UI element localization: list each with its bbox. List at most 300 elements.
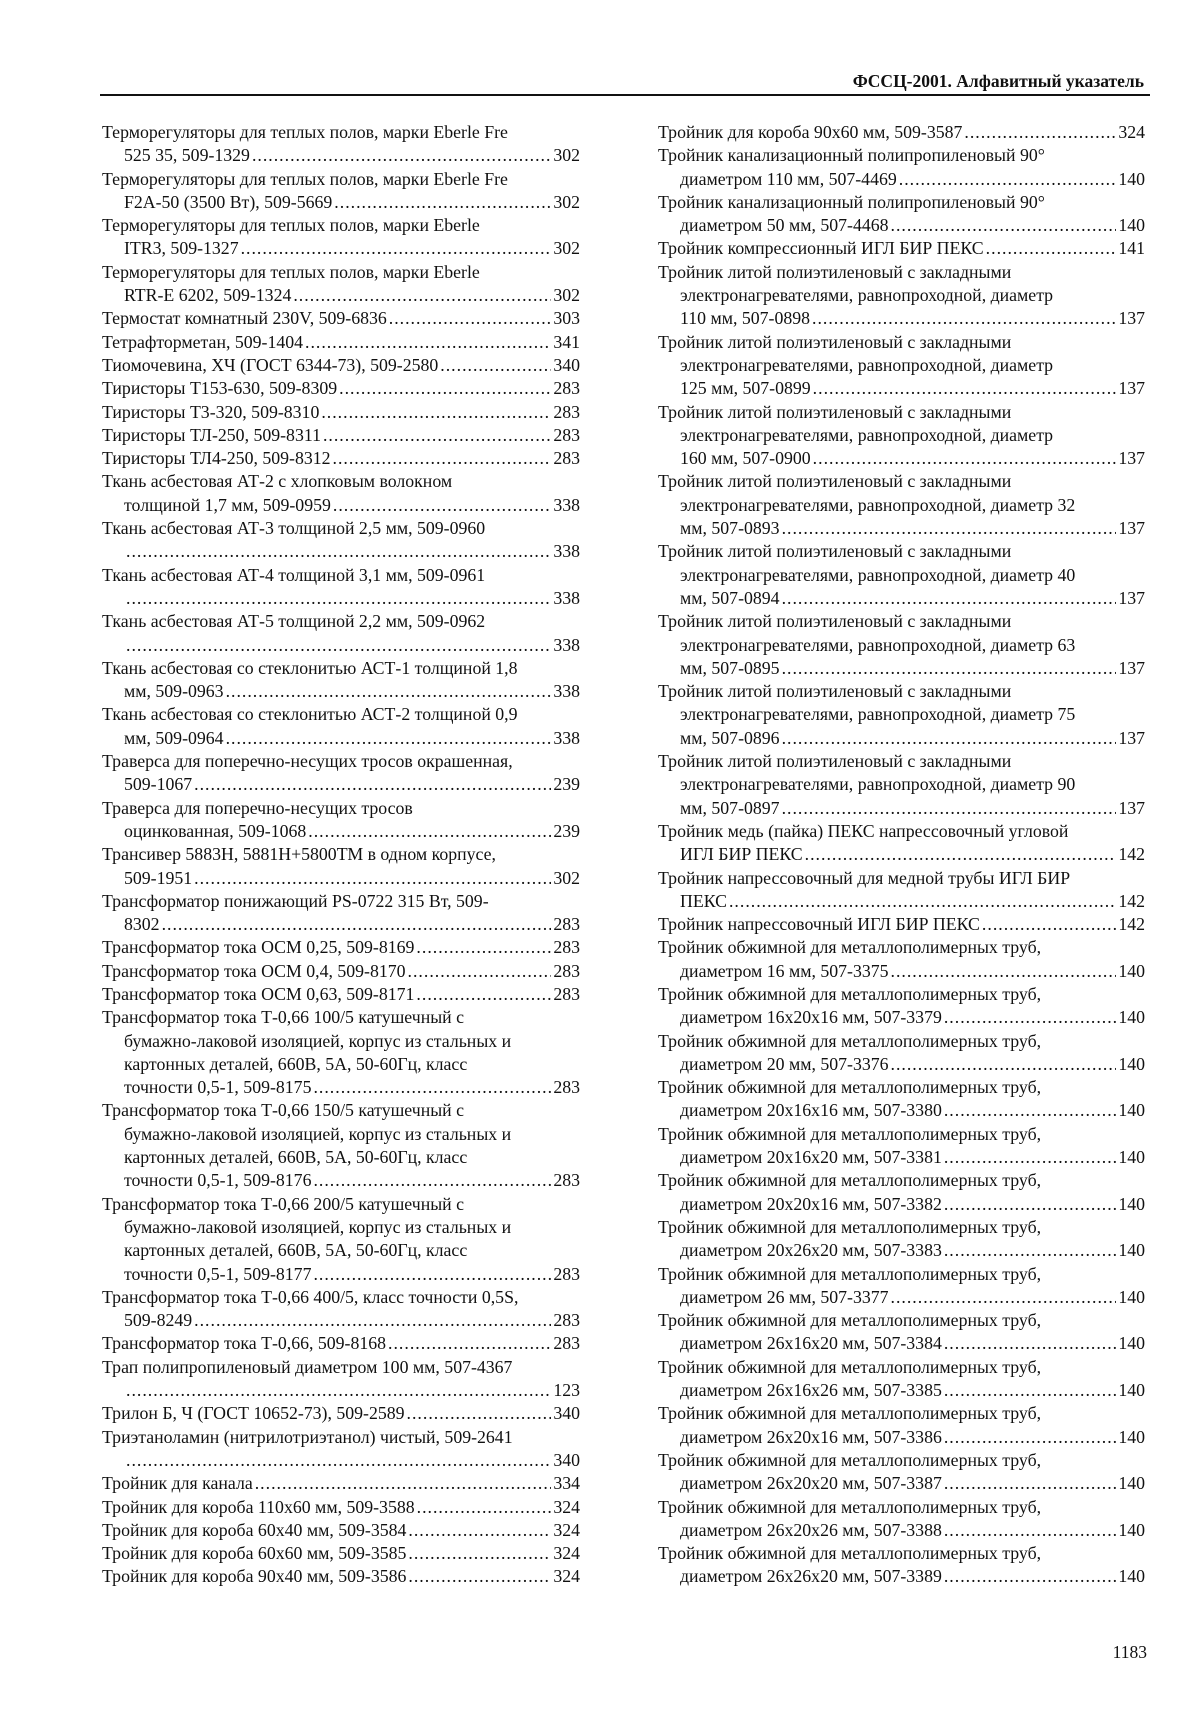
index-entry [658, 1356, 1145, 1403]
entry-leader-line [658, 121, 1145, 144]
entry-page-ref: 340 [553, 1403, 580, 1424]
entry-text-line: бумажно-лаковой изоляцией, корпус из стальных и [124, 1123, 512, 1144]
dot-leader [408, 1542, 551, 1565]
dot-leader [782, 727, 1117, 750]
dot-leader [334, 191, 551, 214]
dot-leader [313, 1076, 551, 1099]
dot-leader [944, 1099, 1116, 1122]
dot-leader [813, 377, 1117, 400]
entry-text-line: F2A-50 (3500 Вт), 509-5669 [124, 191, 333, 212]
dot-leader [162, 913, 552, 936]
index-entry [102, 470, 580, 517]
dot-leader [944, 1379, 1116, 1402]
entry-leader-line [102, 1076, 580, 1099]
index-entry [658, 261, 1145, 331]
entry-leader-line [102, 237, 580, 260]
dot-leader [194, 1309, 551, 1332]
entry-page-ref: 283 [553, 378, 580, 399]
entry-text-line: диаметром 110 мм, 507-4469 [680, 168, 897, 189]
entry-page-ref: 324 [553, 1496, 580, 1517]
entry-text-line: Тройник медь (пайка) ПЕКС напрессовочный угловой [658, 820, 1069, 841]
dot-leader [408, 960, 552, 983]
entry-leader-line [658, 843, 1145, 866]
entry-text-line: Трансформатор тока Т-0,66 100/5 катушечный с [102, 1007, 465, 1028]
dot-leader [323, 424, 551, 447]
entry-leader-line [102, 1542, 580, 1565]
entry-text-line: диаметром 20х16х20 мм, 507-3381 [680, 1147, 942, 1168]
dot-leader [944, 1426, 1116, 1449]
index-entry [658, 121, 1145, 144]
entry-text-line: электронагревателями, равнопроходной, диаметр 63 [680, 634, 1076, 655]
dot-leader [982, 913, 1116, 936]
dot-leader [126, 634, 551, 657]
entry-page-ref: 142 [1118, 914, 1145, 935]
index-entry [102, 657, 580, 704]
entry-text-line: картонных деталей, 660В, 5А, 50-60Гц, класс [124, 1147, 468, 1168]
entry-text-line: Тиристоры Т3-320, 509-8310 [102, 401, 320, 422]
entry-text-line: Трансформатор тока ОСМ 0,63, 509-8171 [102, 983, 415, 1004]
dot-leader [891, 1053, 1117, 1076]
entry-text-line: Ткань асбестовая со стеклонитью АСТ-1 толщиной 1,8 [102, 657, 518, 678]
entry-page-ref: 142 [1118, 890, 1145, 911]
dot-leader [944, 1565, 1116, 1588]
dot-leader [389, 307, 552, 330]
entry-page-ref: 137 [1118, 518, 1145, 539]
dot-leader [782, 657, 1117, 680]
entry-text-line: Ткань асбестовая АТ-3 толщиной 2,5 мм, 509-0960 [102, 518, 486, 539]
entry-text-line: электронагревателями, равнопроходной, диаметр [680, 285, 1054, 306]
entry-leader-line [102, 1472, 580, 1495]
index-entry [102, 1332, 580, 1355]
entry-text-line: Тройник литой полиэтиленовый с закладными [658, 681, 1012, 702]
entry-page-ref: 283 [553, 1263, 580, 1284]
dot-leader [440, 354, 551, 377]
entry-leader-line [102, 983, 580, 1006]
entry-text-line: Тройник для короба 60х40 мм, 509-3584 [102, 1519, 407, 1540]
dot-leader [126, 540, 551, 563]
index-entry [102, 564, 580, 611]
entry-leader-line [102, 494, 580, 517]
index-entry [658, 750, 1145, 820]
index-entry [658, 1496, 1145, 1543]
entry-text-line: Тройник литой полиэтиленовый с закладными [658, 401, 1012, 422]
index-entry [102, 447, 580, 470]
entry-text-line: мм, 507-0893 [680, 518, 780, 539]
entry-text-line: 509-1951 [124, 867, 193, 888]
dot-leader [899, 168, 1117, 191]
entry-text-line: Трилон Б, Ч (ГОСТ 10652-73), 509-2589 [102, 1403, 405, 1424]
entry-page-ref: 239 [553, 820, 580, 841]
index-entry [102, 1006, 580, 1099]
dot-leader [812, 307, 1116, 330]
entry-text-line: 509-8249 [124, 1310, 193, 1331]
dot-leader [782, 797, 1117, 820]
entry-text-line: Траверса для поперечно-несущих тросов окрашенная, [102, 751, 513, 772]
dot-leader [241, 237, 552, 260]
index-entry [102, 354, 580, 377]
entry-text-line: Тройник обжимной для металлополимерных труб, [658, 1449, 1042, 1470]
dot-leader [313, 1169, 551, 1192]
entry-leader-line [658, 890, 1145, 913]
entry-page-ref: 283 [553, 983, 580, 1004]
index-entry [658, 913, 1145, 936]
entry-page-ref: 283 [553, 960, 580, 981]
entry-page-ref: 283 [553, 401, 580, 422]
index-entry [658, 820, 1145, 867]
entry-text-line: 509-1067 [124, 774, 193, 795]
entry-page-ref: 142 [1118, 844, 1145, 865]
index-entry [102, 1193, 580, 1286]
entry-page-ref: 338 [553, 587, 580, 608]
index-entry [658, 1309, 1145, 1356]
dot-leader [944, 1332, 1116, 1355]
entry-page-ref: 303 [553, 308, 580, 329]
index-entry [102, 1565, 580, 1588]
entry-page-ref: 340 [553, 354, 580, 375]
entry-leader-line [658, 1565, 1145, 1588]
entry-leader-line [102, 1565, 580, 1588]
entry-text-line: Тройник обжимной для металлополимерных труб, [658, 1543, 1042, 1564]
dot-leader [944, 1006, 1116, 1029]
entry-text-line: Тройник литой полиэтиленовый с закладными [658, 331, 1012, 352]
entry-page-ref: 137 [1118, 797, 1145, 818]
index-entry [102, 1496, 580, 1519]
index-entry [102, 797, 580, 844]
entry-leader-line [102, 1449, 580, 1472]
entry-page-ref: 137 [1118, 308, 1145, 329]
entry-leader-line [102, 773, 580, 796]
entry-page-ref: 140 [1118, 1473, 1145, 1494]
entry-page-ref: 338 [553, 634, 580, 655]
index-entry [102, 890, 580, 937]
entry-leader-line [658, 727, 1145, 750]
index-entry [102, 750, 580, 797]
index-entry [658, 1263, 1145, 1310]
dot-leader [226, 727, 552, 750]
entry-text-line: Тройник литой полиэтиленовый с закладными [658, 611, 1012, 632]
entry-text-line: точности 0,5-1, 509-8177 [124, 1263, 312, 1284]
dot-leader [305, 331, 551, 354]
entry-text-line: Тетрафторметан, 509-1404 [102, 331, 304, 352]
dot-leader [126, 1379, 551, 1402]
entry-text-line: Тройник канализационный полипропиленовый 90° [658, 191, 1045, 212]
entry-text-line: Тройник литой полиэтиленовый с закладными [658, 471, 1012, 492]
index-entry [102, 121, 580, 168]
dot-leader [126, 587, 551, 610]
entry-page-ref: 283 [553, 424, 580, 445]
entry-text-line: Трансформатор понижающий PS-0722 315 Вт, 509- [102, 890, 489, 911]
left-column [102, 121, 580, 1589]
entry-leader-line [658, 1426, 1145, 1449]
entry-leader-line [658, 960, 1145, 983]
entry-page-ref: 137 [1118, 378, 1145, 399]
entry-text-line: диаметром 20 мм, 507-3376 [680, 1053, 889, 1074]
index-entry [658, 540, 1145, 610]
entry-page-ref: 283 [553, 1333, 580, 1354]
entry-leader-line [102, 913, 580, 936]
entry-page-ref: 140 [1118, 1007, 1145, 1028]
dot-leader [313, 1263, 551, 1286]
entry-leader-line [658, 237, 1145, 260]
entry-text-line: Ткань асбестовая со стеклонитью АСТ-2 толщиной 0,9 [102, 704, 518, 725]
entry-text-line: Трансформатор тока ОСМ 0,25, 509-8169 [102, 937, 415, 958]
dot-leader [255, 1472, 552, 1495]
entry-leader-line [102, 1402, 580, 1425]
entry-page-ref: 283 [553, 1310, 580, 1331]
dot-leader [417, 1496, 552, 1519]
entry-text-line: Трансформатор тока Т-0,66, 509-8168 [102, 1333, 387, 1354]
entry-leader-line [102, 634, 580, 657]
entry-leader-line [658, 307, 1145, 330]
index-entry [102, 1402, 580, 1425]
index-entry [658, 1030, 1145, 1077]
entry-leader-line [658, 1286, 1145, 1309]
entry-page-ref: 140 [1118, 1286, 1145, 1307]
dot-leader [944, 1519, 1116, 1542]
dot-leader [944, 1239, 1116, 1262]
entry-text-line: Терморегуляторы для теплых полов, марки Eberle [102, 261, 480, 282]
entry-text-line: Тройник для короба 60х60 мм, 509-3585 [102, 1543, 407, 1564]
entry-text-line: Трансформатор тока Т-0,66 400/5, класс точности 0,5S, [102, 1286, 519, 1307]
entry-text-line: Тройник компрессионный ИГЛ БИР ПЕКС [658, 238, 984, 259]
entry-text-line: Тройник обжимной для металлополимерных труб, [658, 1263, 1042, 1284]
entry-text-line: диаметром 26х20х16 мм, 507-3386 [680, 1426, 942, 1447]
entry-page-ref: 302 [553, 867, 580, 888]
entry-text-line: Тройник напрессовочный ИГЛ БИР ПЕКС [658, 914, 980, 935]
running-header [100, 70, 1150, 96]
entry-page-ref: 140 [1118, 215, 1145, 236]
entry-text-line: ИГЛ БИР ПЕКС [680, 844, 803, 865]
entry-leader-line [658, 517, 1145, 540]
entry-leader-line [102, 191, 580, 214]
index-entry [658, 1076, 1145, 1123]
entry-page-ref: 140 [1118, 1519, 1145, 1540]
entry-text-line: ПЕКС [680, 890, 727, 911]
index-entry [102, 1542, 580, 1565]
dot-leader [408, 1565, 551, 1588]
entry-page-ref: 137 [1118, 657, 1145, 678]
entry-page-ref: 137 [1118, 448, 1145, 469]
index-entry [102, 261, 580, 308]
entry-page-ref: 140 [1118, 1380, 1145, 1401]
dot-leader [339, 377, 551, 400]
entry-text-line: диаметром 26х16х20 мм, 507-3384 [680, 1333, 942, 1354]
entry-text-line: электронагревателями, равнопроходной, диаметр [680, 354, 1054, 375]
entry-text-line: Тройник напрессовочный для медной трубы ИГЛ БИР [658, 867, 1071, 888]
entry-text-line: Тройник литой полиэтиленовый с закладными [658, 261, 1012, 282]
index-entry [102, 703, 580, 750]
index-entry [102, 983, 580, 1006]
entry-page-ref: 140 [1118, 168, 1145, 189]
entry-leader-line [102, 1332, 580, 1355]
entry-leader-line [102, 587, 580, 610]
entry-page-ref: 324 [553, 1519, 580, 1540]
entry-page-ref: 338 [553, 494, 580, 515]
entry-page-ref: 140 [1118, 960, 1145, 981]
entry-text-line: диаметром 16х20х16 мм, 507-3379 [680, 1007, 942, 1028]
dot-leader [252, 144, 551, 167]
entry-page-ref: 283 [553, 914, 580, 935]
entry-text-line: Триэтаноламин (нитрилотриэтанол) чистый, 509-2641 [102, 1426, 513, 1447]
index-entry [102, 424, 580, 447]
entry-page-ref: 334 [553, 1473, 580, 1494]
entry-leader-line [658, 587, 1145, 610]
index-entry [658, 237, 1145, 260]
index-entry [658, 1402, 1145, 1449]
entry-text-line: Тройник канализационный полипропиленовый 90° [658, 145, 1045, 166]
entry-text-line: ITR3, 509-1327 [124, 238, 239, 259]
entry-text-line: Трансивер 5883Н, 5881Н+5800ТМ в одном корпусе, [102, 844, 496, 865]
entry-text-line: бумажно-лаковой изоляцией, корпус из стальных и [124, 1216, 512, 1237]
entry-text-line: диаметром 20х16х16 мм, 507-3380 [680, 1100, 942, 1121]
entry-leader-line [102, 936, 580, 959]
index-entry [658, 331, 1145, 401]
entry-page-ref: 283 [553, 1077, 580, 1098]
dot-leader [964, 121, 1116, 144]
entry-text-line: электронагревателями, равнопроходной, диаметр 75 [680, 704, 1076, 725]
dot-leader [891, 960, 1117, 983]
entry-text-line: Тиристоры ТЛ4-250, 509-8312 [102, 448, 331, 469]
entry-text-line: Тройник обжимной для металлополимерных труб, [658, 1123, 1042, 1144]
entry-text-line: Тиристоры Т153-630, 509-8309 [102, 378, 338, 399]
index-entry [658, 191, 1145, 238]
dot-leader [944, 1193, 1116, 1216]
entry-leader-line [658, 1193, 1145, 1216]
entry-leader-line [102, 284, 580, 307]
entry-page-ref: 324 [553, 1543, 580, 1564]
entry-text-line: диаметром 16 мм, 507-3375 [680, 960, 889, 981]
entry-text-line: Тройник литой полиэтиленовый с закладными [658, 751, 1012, 772]
entry-text-line: Тройник обжимной для металлополимерных труб, [658, 1403, 1042, 1424]
page-number: 1183 [1112, 1642, 1147, 1662]
index-entry [102, 1426, 580, 1473]
index-entry [658, 680, 1145, 750]
index-entry [658, 1542, 1145, 1589]
entry-page-ref: 302 [553, 238, 580, 259]
dot-leader [944, 1472, 1116, 1495]
entry-text-line: Тройник обжимной для металлополимерных труб, [658, 1496, 1042, 1517]
index-entry [658, 1216, 1145, 1263]
index-entry [102, 936, 580, 959]
entry-page-ref: 140 [1118, 1566, 1145, 1587]
entry-page-ref: 324 [553, 1566, 580, 1587]
dot-leader [333, 447, 552, 470]
entry-text-line: мм, 507-0897 [680, 797, 780, 818]
entry-text-line: Тройник обжимной для металлополимерных труб, [658, 983, 1042, 1004]
entry-text-line: диаметром 26х26х20 мм, 507-3389 [680, 1566, 942, 1587]
entry-page-ref: 302 [553, 145, 580, 166]
entry-text-line: электронагревателями, равнопроходной, диаметр 90 [680, 774, 1076, 795]
index-entry [658, 936, 1145, 983]
entry-text-line: Тиристоры ТЛ-250, 509-8311 [102, 424, 321, 445]
entry-text-line: Терморегуляторы для теплых полов, марки Eberle Fre [102, 122, 508, 142]
entry-leader-line [102, 1519, 580, 1542]
entry-page-ref: 283 [553, 1170, 580, 1191]
entry-text-line: электронагревателями, равнопроходной, диаметр 40 [680, 564, 1076, 585]
entry-page-ref: 140 [1118, 1100, 1145, 1121]
entry-text-line: Ткань асбестовая АТ-5 толщиной 2,2 мм, 509-0962 [102, 611, 486, 632]
right-column [658, 121, 1145, 1589]
dot-leader [293, 284, 551, 307]
dot-leader [986, 237, 1117, 260]
index-entry [658, 401, 1145, 471]
entry-text-line: Ткань асбестовая АТ-4 толщиной 3,1 мм, 509-0961 [102, 564, 486, 585]
dot-leader [813, 447, 1117, 470]
index-entry [658, 1169, 1145, 1216]
entry-text-line: 125 мм, 507-0899 [680, 378, 811, 399]
entry-leader-line [658, 797, 1145, 820]
entry-leader-line [658, 913, 1145, 936]
entry-text-line: Тройник обжимной для металлополимерных труб, [658, 1356, 1042, 1377]
entry-text-line: мм, 507-0894 [680, 587, 780, 608]
entry-text-line: толщиной 1,7 мм, 509-0959 [124, 494, 331, 515]
entry-text-line: 110 мм, 507-0898 [680, 308, 811, 329]
index-entry [658, 610, 1145, 680]
entry-text-line: Тройник обжимной для металлополимерных труб, [658, 1077, 1042, 1098]
dot-leader [416, 983, 551, 1006]
entry-page-ref: 341 [553, 331, 580, 352]
index-entry [658, 867, 1145, 914]
entry-leader-line [658, 1146, 1145, 1169]
entry-text-line: диаметром 26х16х26 мм, 507-3385 [680, 1380, 942, 1401]
entry-page-ref: 324 [1118, 122, 1145, 142]
entry-leader-line [658, 447, 1145, 470]
entry-leader-line [658, 1239, 1145, 1262]
entry-text-line: мм, 509-0964 [124, 727, 224, 748]
index-entry [102, 331, 580, 354]
entry-page-ref: 340 [553, 1449, 580, 1470]
entry-page-ref: 140 [1118, 1053, 1145, 1074]
entry-leader-line [102, 1309, 580, 1332]
entry-leader-line [102, 331, 580, 354]
index-entry [658, 470, 1145, 540]
index-entry [102, 1356, 580, 1403]
entry-text-line: Тройник для короба 90х60 мм, 509-3587 [658, 122, 963, 142]
entry-leader-line [658, 377, 1145, 400]
entry-text-line: Термостат комнатный 230V, 509-6836 [102, 308, 387, 329]
entry-text-line: оцинкованная, 509-1068 [124, 820, 307, 841]
entry-text-line: 8302 [124, 914, 160, 935]
entry-text-line: точности 0,5-1, 509-8176 [124, 1170, 312, 1191]
index-entry [102, 1099, 580, 1192]
entry-text-line: электронагревателями, равнопроходной, диаметр [680, 424, 1054, 445]
index-entry [102, 401, 580, 424]
entry-page-ref: 302 [553, 191, 580, 212]
dot-leader [226, 680, 552, 703]
entry-text-line: Тройник обжимной для металлополимерных труб, [658, 1216, 1042, 1237]
entry-text-line: 525 35, 509-1329 [124, 145, 250, 166]
entry-leader-line [102, 354, 580, 377]
entry-leader-line [102, 867, 580, 890]
entry-page-ref: 140 [1118, 1193, 1145, 1214]
entry-leader-line [658, 1472, 1145, 1495]
dot-leader [891, 214, 1117, 237]
entry-text-line: диаметром 26х20х26 мм, 507-3388 [680, 1519, 942, 1540]
entry-leader-line [102, 377, 580, 400]
index-entry [102, 843, 580, 890]
dot-leader [194, 773, 551, 796]
entry-text-line: Тройник обжимной для металлополимерных труб, [658, 1030, 1042, 1051]
dot-leader [333, 494, 551, 517]
entry-text-line: картонных деталей, 660В, 5А, 50-60Гц, класс [124, 1053, 468, 1074]
dot-leader [805, 843, 1117, 866]
entry-page-ref: 338 [553, 727, 580, 748]
entry-page-ref: 239 [553, 774, 580, 795]
entry-leader-line [102, 401, 580, 424]
dot-leader [416, 936, 551, 959]
entry-text-line: Терморегуляторы для теплых полов, марки Eberle [102, 215, 480, 236]
entry-text-line: Тройник обжимной для металлополимерных труб, [658, 937, 1042, 958]
